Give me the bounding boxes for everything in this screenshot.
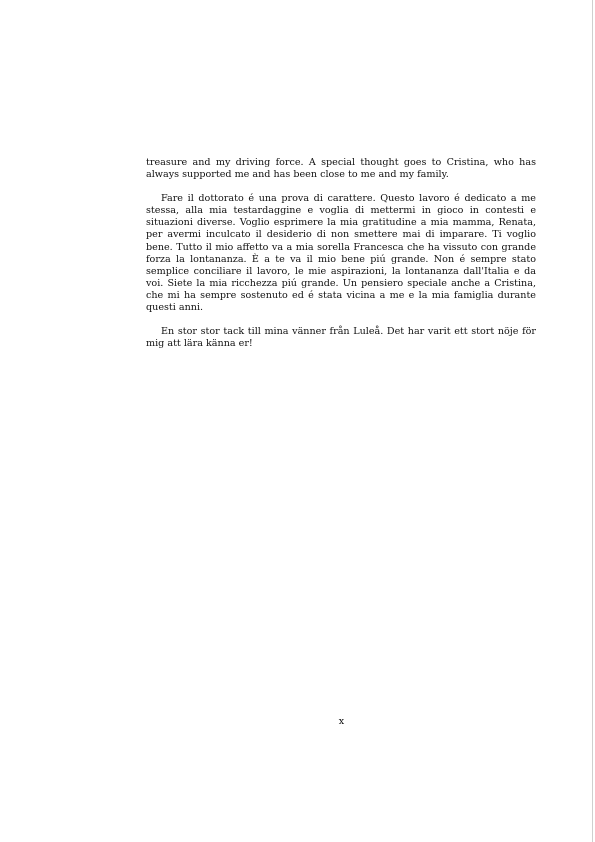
page-number: x <box>338 716 345 727</box>
paragraph-swedish: En stor stor tack till mina vänner från Luleå. Det har varit ett stort nöje för mig att lära känna er! <box>146 326 536 350</box>
paragraph-continued: treasure and my driving force. A special thought goes to Cristina, who has always supported me and has been close to me and my family. <box>146 157 536 181</box>
body-text <box>146 157 536 350</box>
paragraph-italian: Fare il dottorato é una prova di carattere. Questo lavoro é dedicato a me stessa, alla mia testardaggine e voglia di mettermi in gioco in contesti e situazioni diverse. Voglio esprimere la mia gratitudine a mia mamma, Renata, per avermi inculcato il desiderio di non smettere mai di imparare. Ti voglio bene. Tutto il mio affetto va a mia sorella Francesca che ha vissuto con grande forza la lontananza. È a te va il mio bene piú grande. Non é sempre stato semplice conciliare il lavoro, le mie aspirazioni, la lontananza dall'Italia e da voi. Siete la mia ricchezza piú grande. Un pensiero speciale anche a Cristina, che mi ha sempre sostenuto ed é stata vicina a me e la mia famiglia durante questi anni. <box>146 193 536 314</box>
